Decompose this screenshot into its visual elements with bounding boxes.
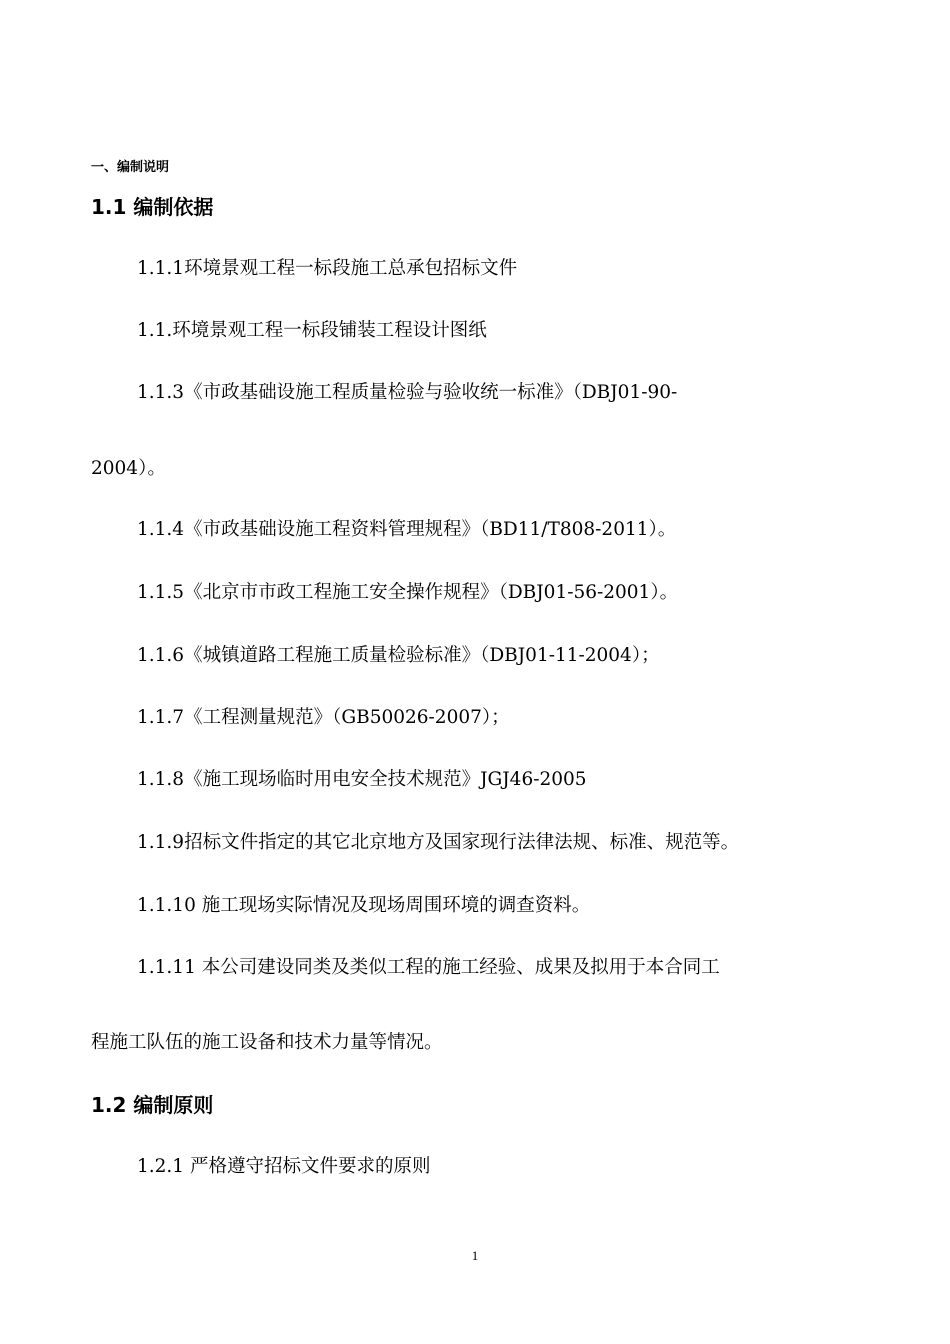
paragraph-1-1-6: 1.1.6《城镇道路工程施工质量检验标准》（DBJ01-11-2004）； — [137, 645, 660, 666]
section-heading-principles: 1.2 编制原则 — [91, 1093, 214, 1117]
paragraph-1-1-3-continuation: 2004）。 — [91, 458, 166, 479]
page-number: 1 — [471, 1248, 479, 1263]
paragraph-1-1-9: 1.1.9招标文件指定的其它北京地方及国家现行法律法规、标准、规范等。 — [137, 832, 740, 853]
paragraph-1-1-3: 1.1.3《市政基础设施工程质量检验与验收统一标准》（DBJ01-90- — [137, 382, 678, 403]
paragraph-1-1-1: 1.1.1环境景观工程一标段施工总承包招标文件 — [137, 258, 518, 279]
paragraph-1-2-1: 1.2.1 严格遵守招标文件要求的原则 — [137, 1156, 431, 1177]
paragraph-1-1-5: 1.1.5《北京市市政工程施工安全操作规程》（DBJ01-56-2001）。 — [137, 582, 679, 603]
paragraph-1-1-11-continuation: 程施工队伍的施工设备和技术力量等情况。 — [91, 1032, 443, 1053]
paragraph-1-1-7: 1.1.7《工程测量规范》（GB50026-2007）； — [137, 707, 510, 728]
paragraph-1-1-8: 1.1.8《施工现场临时用电安全技术规范》JGJ46-2005 — [137, 769, 587, 790]
paragraph-1-1-10: 1.1.10 施工现场实际情况及现场周围环境的调查资料。 — [137, 895, 591, 916]
section-heading-basis: 1.1 编制依据 — [91, 195, 214, 219]
paragraph-1-1-11: 1.1.11 本公司建设同类及类似工程的施工经验、成果及拟用于本合同工 — [137, 957, 720, 978]
chapter-heading: 一、编制说明 — [91, 160, 170, 175]
paragraph-1-1-2: 1.1.环境景观工程一标段铺装工程设计图纸 — [137, 320, 487, 341]
paragraph-1-1-4: 1.1.4《市政基础设施工程资料管理规程》（BD11/T808-2011）。 — [137, 519, 677, 540]
